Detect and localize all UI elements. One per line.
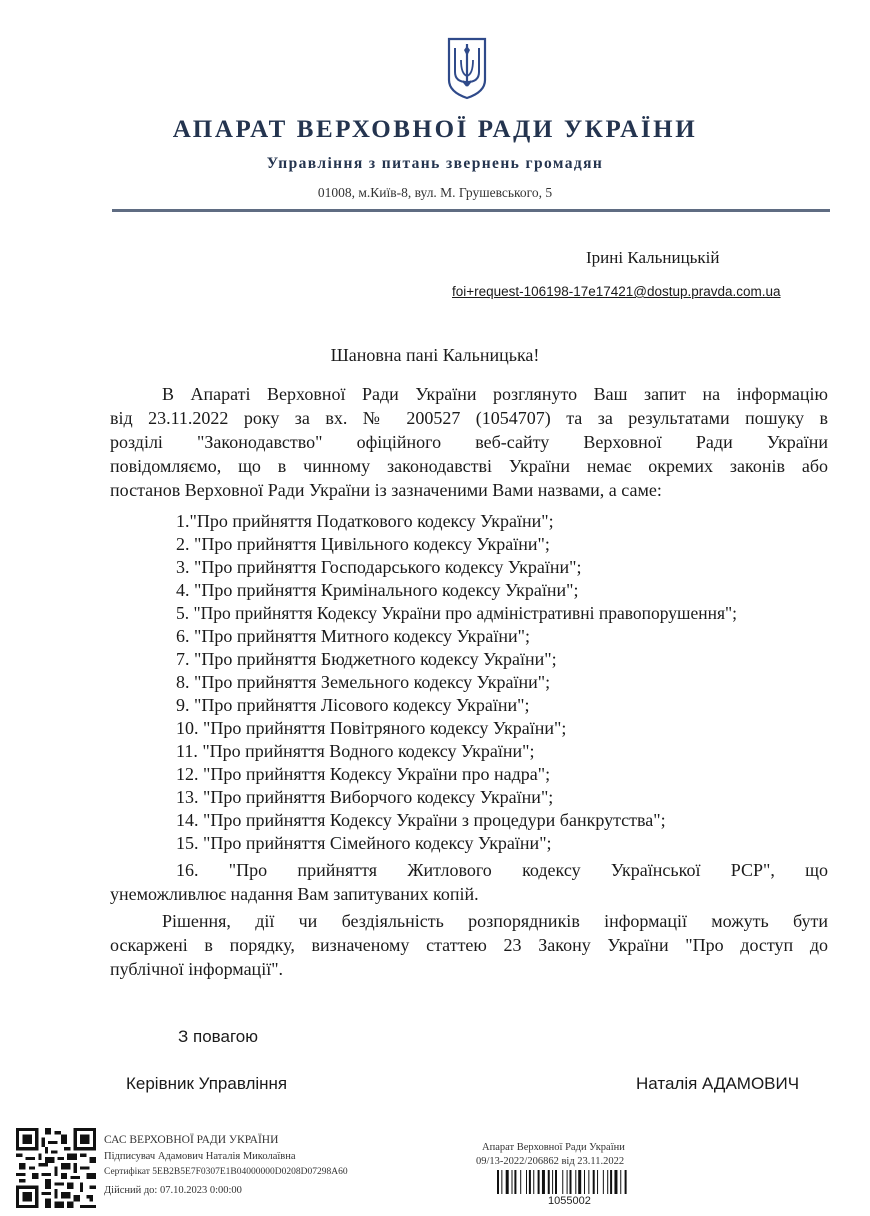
barcode-bar	[548, 1170, 550, 1194]
barcode-icon	[497, 1170, 667, 1194]
barcode-bar	[542, 1170, 545, 1194]
organization-title: АПАРАТ ВЕРХОВНОЇ РАДИ УКРАЇНИ	[172, 116, 698, 143]
list-item: 13. "Про прийняття Виборчого кодексу України";	[176, 787, 554, 807]
list-item: 6. "Про прийняття Митного кодексу України";	[176, 626, 531, 646]
list-item-continuation: унеможливлює надання Вам запитуваних копій.	[110, 884, 479, 904]
barcode-bar	[597, 1170, 598, 1194]
appeal-line: публічної інформації".	[110, 959, 284, 979]
list-item: 1."Про прийняття Податкового кодексу України";	[176, 511, 554, 531]
list-item: 15. "Про прийняття Сімейного кодексу України";	[176, 833, 552, 853]
recipient-name: Ірині Кальницькій	[586, 248, 720, 267]
header-divider	[112, 209, 830, 212]
barcode-bar	[614, 1170, 617, 1194]
list-item: 8. "Про прийняття Земельного кодексу України";	[176, 672, 551, 692]
barcode-bar	[506, 1170, 509, 1194]
barcode-bar	[620, 1170, 621, 1194]
intro-line: від 23.11.2022 року за вх. № 200527 (1054707) та за результатами пошуку в	[110, 408, 828, 428]
barcode-bar	[552, 1170, 553, 1194]
intro-line: постанов Верховної Ради України із зазначеними Вами назвами, а саме:	[110, 480, 662, 500]
list-item: 16. "Про прийняття Житлового кодексу Української РСР", що	[176, 860, 828, 880]
barcode-bar	[514, 1170, 516, 1194]
barcode-bar	[588, 1170, 589, 1194]
barcode-bar	[529, 1170, 531, 1194]
barcode-bar	[607, 1170, 608, 1194]
barcode-bar	[526, 1170, 527, 1194]
barcode-bar	[575, 1170, 576, 1194]
closing-phrase: З повагою	[178, 1027, 258, 1046]
salutation: Шановна пані Кальницька!	[330, 345, 540, 365]
list-item: 14. "Про прийняття Кодексу України з процедури банкрутства";	[176, 810, 666, 830]
intro-line: повідомляємо, що в чинному законодавстві України немає окремих законів або	[110, 456, 828, 476]
intro-line: розділі "Законодавство" офіційного веб-сайту Верховної Ради України	[110, 432, 828, 452]
barcode-bar	[497, 1170, 499, 1194]
list-item: 12. "Про прийняття Кодексу України про надра";	[176, 764, 551, 784]
barcode-bar	[562, 1170, 563, 1194]
list-item: 5. "Про прийняття Кодексу України про адміністративні правопорушення";	[176, 603, 738, 623]
barcode-bar	[625, 1170, 627, 1194]
appeal-line: Рішення, дії чи бездіяльність розпорядників інформації можуть бути	[162, 911, 828, 931]
signer-name: Наталія АДАМОВИЧ	[636, 1074, 800, 1093]
list-item: 9. "Про прийняття Лісового кодексу України";	[176, 695, 530, 715]
list-item: 4. "Про прийняття Кримінального кодексу України";	[176, 580, 579, 600]
esign-stamp-line: САС ВЕРХОВНОЇ РАДИ УКРАЇНИ	[104, 1134, 279, 1146]
barcode-bar	[603, 1170, 604, 1194]
esign-stamp-line: Сертифікат 5EB2B5E7F0307E1B04000000D0208D07298A60	[104, 1167, 348, 1177]
appeal-line: оскаржені в порядку, визначеному статтею 23 Закону України "Про доступ до	[110, 935, 828, 955]
qr-code-icon	[16, 1128, 96, 1208]
list-item: 3. "Про прийняття Господарського кодексу України";	[176, 557, 582, 577]
organization-address: 01008, м.Київ-8, вул. М. Грушевського, 5	[317, 185, 553, 200]
barcode-bar	[578, 1170, 581, 1194]
barcode-bar	[610, 1170, 612, 1194]
barcode-bar	[555, 1170, 557, 1194]
recipient-email-link[interactable]: foi+request-106198-17e17421@dostup.pravda.com.ua	[452, 284, 781, 299]
barcode-bar	[520, 1170, 521, 1194]
barcode-bar	[567, 1170, 568, 1194]
barcode-bar	[570, 1170, 572, 1194]
list-item: 11. "Про прийняття Водного кодексу України";	[176, 741, 535, 761]
list-item: 10. "Про прийняття Повітряного кодексу України";	[176, 718, 567, 738]
barcode-bar	[538, 1170, 540, 1194]
tryzub-emblem-icon	[446, 36, 488, 100]
list-item: 7. "Про прийняття Бюджетного кодексу України";	[176, 649, 557, 669]
esign-stamp-line: Підписувач Адамович Наталія Миколаївна	[104, 1151, 296, 1162]
barcode-bar	[501, 1170, 502, 1194]
esign-stamp-line: Дійсний до: 07.10.2023 0:00:00	[104, 1185, 242, 1196]
barcode-bar	[584, 1170, 585, 1194]
registration-line: 09/13-2022/206862 від 23.11.2022	[476, 1156, 625, 1167]
registration-line: Апарат Верховної Ради України	[482, 1142, 625, 1153]
intro-line: В Апараті Верховної Ради України розглянуто Ваш запит на інформацію	[162, 384, 828, 404]
signer-position: Керівник Управління	[126, 1074, 288, 1093]
barcode-bar	[593, 1170, 595, 1194]
barcode-bar	[512, 1170, 513, 1194]
barcode-bar	[533, 1170, 534, 1194]
list-item: 2. "Про прийняття Цивільного кодексу України";	[176, 534, 550, 554]
barcode-number: 1055002	[548, 1195, 591, 1207]
department-title: Управління з питань звернень громадян	[266, 155, 604, 172]
